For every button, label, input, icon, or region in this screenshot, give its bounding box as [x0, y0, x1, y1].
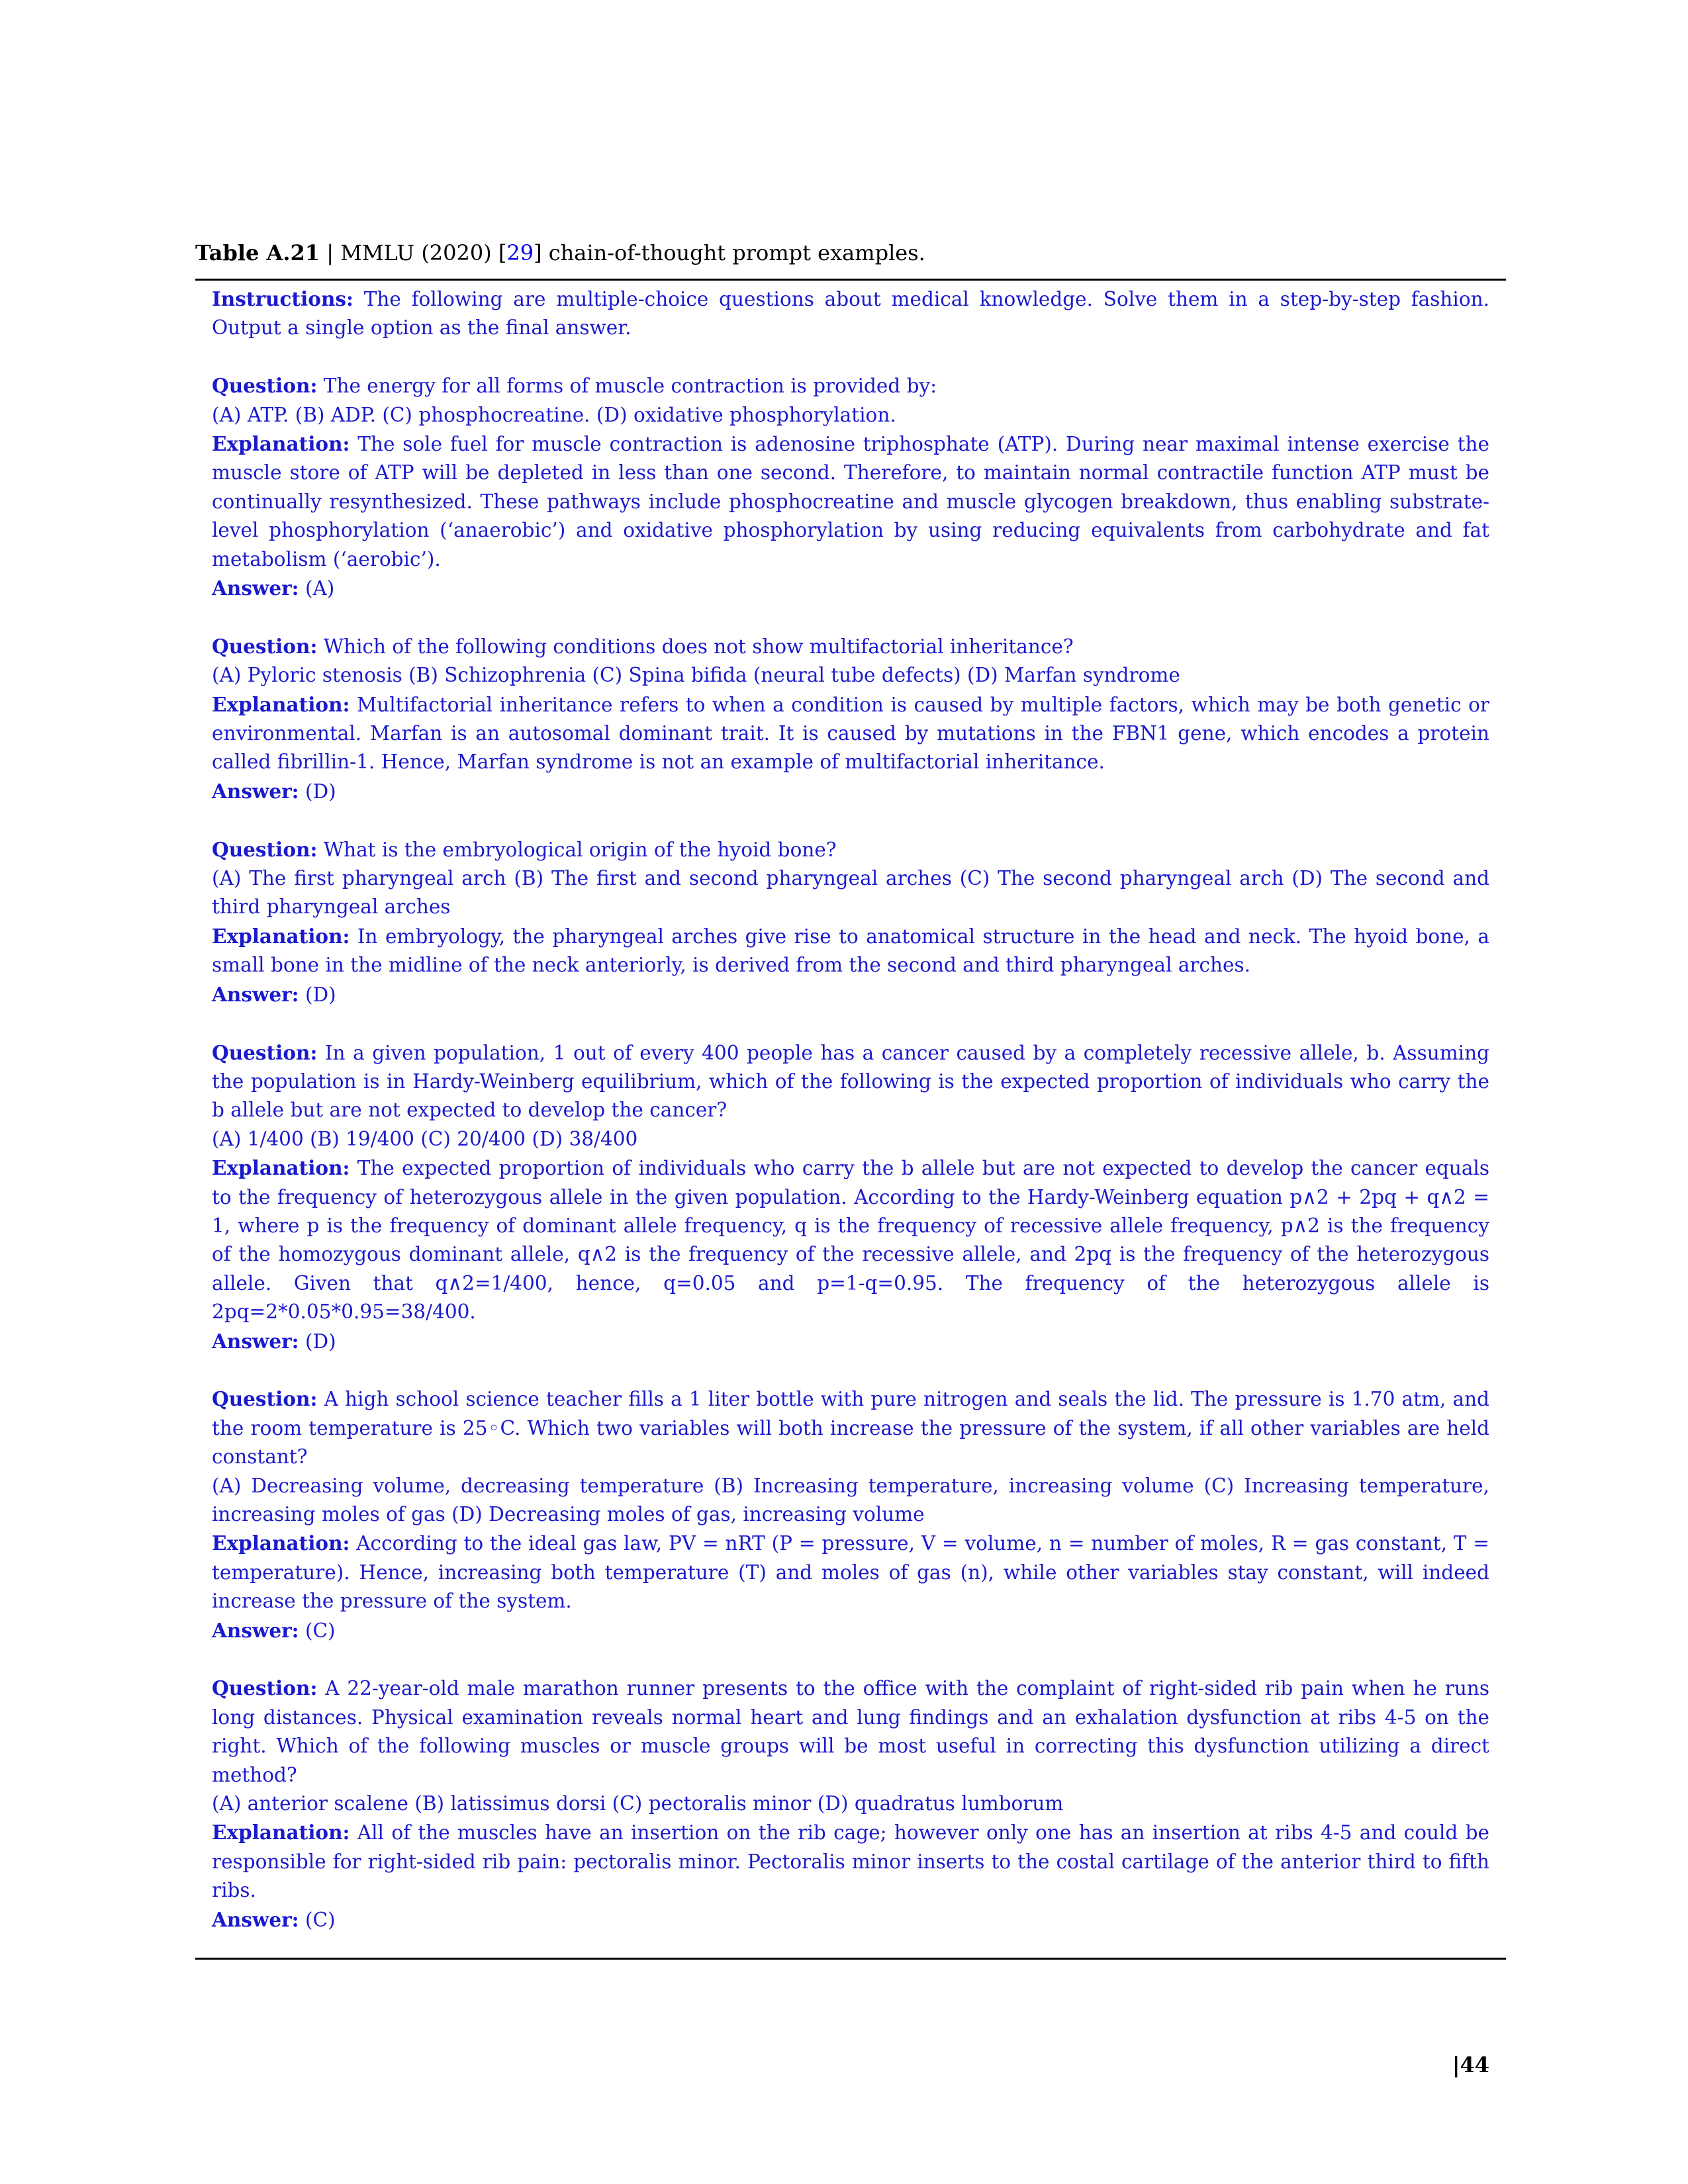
answer-label: Answer: [212, 1907, 299, 1931]
question-label: Question: [212, 374, 318, 398]
question-label: Question: [212, 634, 318, 658]
options-line: (A) ATP. (B) ADP. (C) phosphocreatine. (D) oxidative phosphorylation. [212, 403, 896, 426]
caption-text-end: ] chain-of-thought prompt examples. [534, 240, 925, 265]
example-block [212, 371, 1489, 603]
question-line [212, 1038, 1489, 1125]
answer-text: (D) [305, 1330, 336, 1353]
explanation-label: Explanation: [212, 1821, 350, 1844]
explanation-line [212, 690, 1489, 777]
question-text: Which of the following conditions does not show multifactorial inheritance? [323, 635, 1074, 658]
table-top-rule [195, 279, 1506, 281]
question-line [212, 1674, 1489, 1790]
options-line: (A) anterior scalene (B) latissimus dorsi (C) pectoralis minor (D) quadratus lumborum [212, 1792, 1064, 1815]
explanation-text: In embryology, the pharyngeal arches give rise to anatomical structure in the head and neck. The hyoid bone, a small bone in the midline of the neck anteriorly, is derived from the second and third pharyngeal arches. [212, 925, 1489, 977]
question-label: Question: [212, 837, 318, 861]
example-block [212, 835, 1489, 1009]
table-label: Table A.21 [195, 240, 320, 265]
question-text: In a given population, 1 out of every 400 people has a cancer caused by a completely recessive allele, b. Assuming the population is in Hardy-Weinberg equilibrium, which of the following is the expected proportion of individuals who carry the b allele but are not expected to develop the cancer? [212, 1041, 1489, 1122]
question-text: A high school science teacher fills a 1 liter bottle with pure nitrogen and seals the lid. The pressure is 1.70 atm, and the room temperature is 25◦C. Which two variables will both increase the pressure of the system, if all other variables are held constant? [212, 1388, 1489, 1469]
answer-label: Answer: [212, 982, 299, 1006]
explanation-label: Explanation: [212, 1156, 350, 1180]
answer-line [212, 1905, 1489, 1934]
question-line [212, 371, 1489, 400]
instructions-paragraph [212, 285, 1489, 343]
prompt-content [212, 285, 1489, 1934]
question-label: Question: [212, 1676, 318, 1700]
answer-text: (D) [305, 983, 336, 1006]
question-label: Question: [212, 1040, 318, 1064]
explanation-text: Multifactorial inheritance refers to when a condition is caused by multiple factors, which may be both genetic or environmental. Marfan is an autosomal dominant trait. It is caused by mutations in the FBN1 gene, which encodes a protein called fibrillin-1. Hence, Marfan syndrome is not an example of multifactorial inheritance. [212, 693, 1489, 774]
example-block [212, 1038, 1489, 1356]
question-line [212, 835, 1489, 864]
options-line: (A) 1/400 (B) 19/400 (C) 20/400 (D) 38/400 [212, 1127, 638, 1150]
explanation-label: Explanation: [212, 692, 350, 716]
answer-line [212, 1616, 1489, 1645]
answer-line [212, 777, 1489, 806]
citation-link[interactable]: 29 [506, 240, 534, 265]
example-block [212, 632, 1489, 806]
question-line [212, 632, 1489, 661]
answer-line [212, 1327, 1489, 1356]
example-block [212, 1674, 1489, 1934]
question-text: What is the embryological origin of the hyoid bone? [323, 838, 837, 861]
example-block [212, 1385, 1489, 1645]
answer-text: (C) [305, 1619, 336, 1642]
explanation-text: The sole fuel for muscle contraction is adenosine triphosphate (ATP). During near maximal intense exercise the muscle store of ATP will be depleted in less than one second. Therefore, to maintain normal contractile function ATP must be continually resynthesized. These pathways include phosphocreatine and muscle glycogen breakdown, thus enabling substrate-level phosphorylation (‘anaerobic’) and oxidative phosphorylation by using reducing equivalents from carbohydrate and fat metabolism (‘aerobic’). [212, 433, 1489, 570]
explanation-line [212, 1818, 1489, 1905]
answer-label: Answer: [212, 576, 299, 600]
answer-label: Answer: [212, 779, 299, 803]
answer-label: Answer: [212, 1329, 299, 1353]
question-text: A 22-year-old male marathon runner presents to the office with the complaint of right-sided rib pain when he runs long distances. Physical examination reveals normal heart and lung findings and an exhalation dysfunction at ribs 4-5 on the right. Which of the following muscles or muscle groups will be most useful in correcting this dysfunction utilizing a direct method? [212, 1677, 1489, 1786]
table-bottom-rule [195, 1958, 1506, 1960]
explanation-label: Explanation: [212, 1531, 350, 1555]
explanation-line [212, 1529, 1489, 1615]
instructions-text: The following are multiple-choice questions about medical knowledge. Solve them in a step-by-step fashion. Output a single option as the final answer. [212, 288, 1489, 340]
options-line: (A) Decreasing volume, decreasing temperature (B) Increasing temperature, increasing volume (C) Increasing temperature, increasing moles of gas (D) Decreasing moles of gas, increasing volume [212, 1474, 1489, 1525]
options-line: (A) Pyloric stenosis (B) Schizophrenia (C) Spina bifida (neural tube defects) (D) Marfan syndrome [212, 664, 1180, 687]
answer-line [212, 574, 1489, 603]
explanation-line [212, 922, 1489, 980]
page-number: |44 [1452, 2052, 1489, 2077]
explanation-text: According to the ideal gas law, PV = nRT (P = pressure, V = volume, n = number of moles, R = gas constant, T = temperature). Hence, increasing both temperature (T) and moles of gas (n), while other variables stay constant, will indeed increase the pressure of the system. [212, 1532, 1489, 1613]
answer-label: Answer: [212, 1618, 299, 1642]
explanation-text: The expected proportion of individuals who carry the b allele but are not expected to develop the cancer equals to the frequency of heterozygous allele in the given population. According to the Hardy-Weinberg equation p∧2 + 2pq + q∧2 = 1, where p is the frequency of dominant allele frequency, q is the frequency of recessive allele frequency, p∧2 is the frequency of the homozygous dominant allele, q∧2 is the frequency of the recessive allele, and 2pq is the frequency of the heterozygous allele. Given that q∧2=1/400, hence, q=0.05 and p=1-q=0.95. The frequency of the heterozygous allele is 2pq=2*0.05*0.95=38/400. [212, 1157, 1489, 1324]
instructions-block [212, 285, 1489, 343]
explanation-label: Explanation: [212, 432, 350, 456]
answer-text: (D) [305, 780, 336, 803]
answer-text: (A) [305, 577, 335, 600]
table-caption [195, 238, 1506, 267]
explanation-label: Explanation: [212, 924, 350, 948]
instructions-label: Instructions: [212, 287, 353, 310]
question-label: Question: [212, 1387, 318, 1411]
explanation-line [212, 430, 1489, 574]
caption-separator: | [320, 240, 341, 265]
caption-text-start: MMLU (2020) [ [340, 240, 507, 265]
answer-text: (C) [305, 1908, 336, 1931]
answer-line [212, 980, 1489, 1009]
options-line: (A) The first pharyngeal arch (B) The first and second pharyngeal arches (C) The second pharyngeal arch (D) The second and third pharyngeal arches [212, 867, 1489, 919]
explanation-text: All of the muscles have an insertion on the rib cage; however only one has an insertion at ribs 4-5 and could be responsible for right-sided rib pain: pectoralis minor. Pectoralis minor inserts to the costal cartilage of the anterior third to fifth ribs. [212, 1821, 1489, 1902]
question-text: The energy for all forms of muscle contraction is provided by: [323, 375, 937, 398]
question-line [212, 1385, 1489, 1471]
explanation-line [212, 1154, 1489, 1326]
